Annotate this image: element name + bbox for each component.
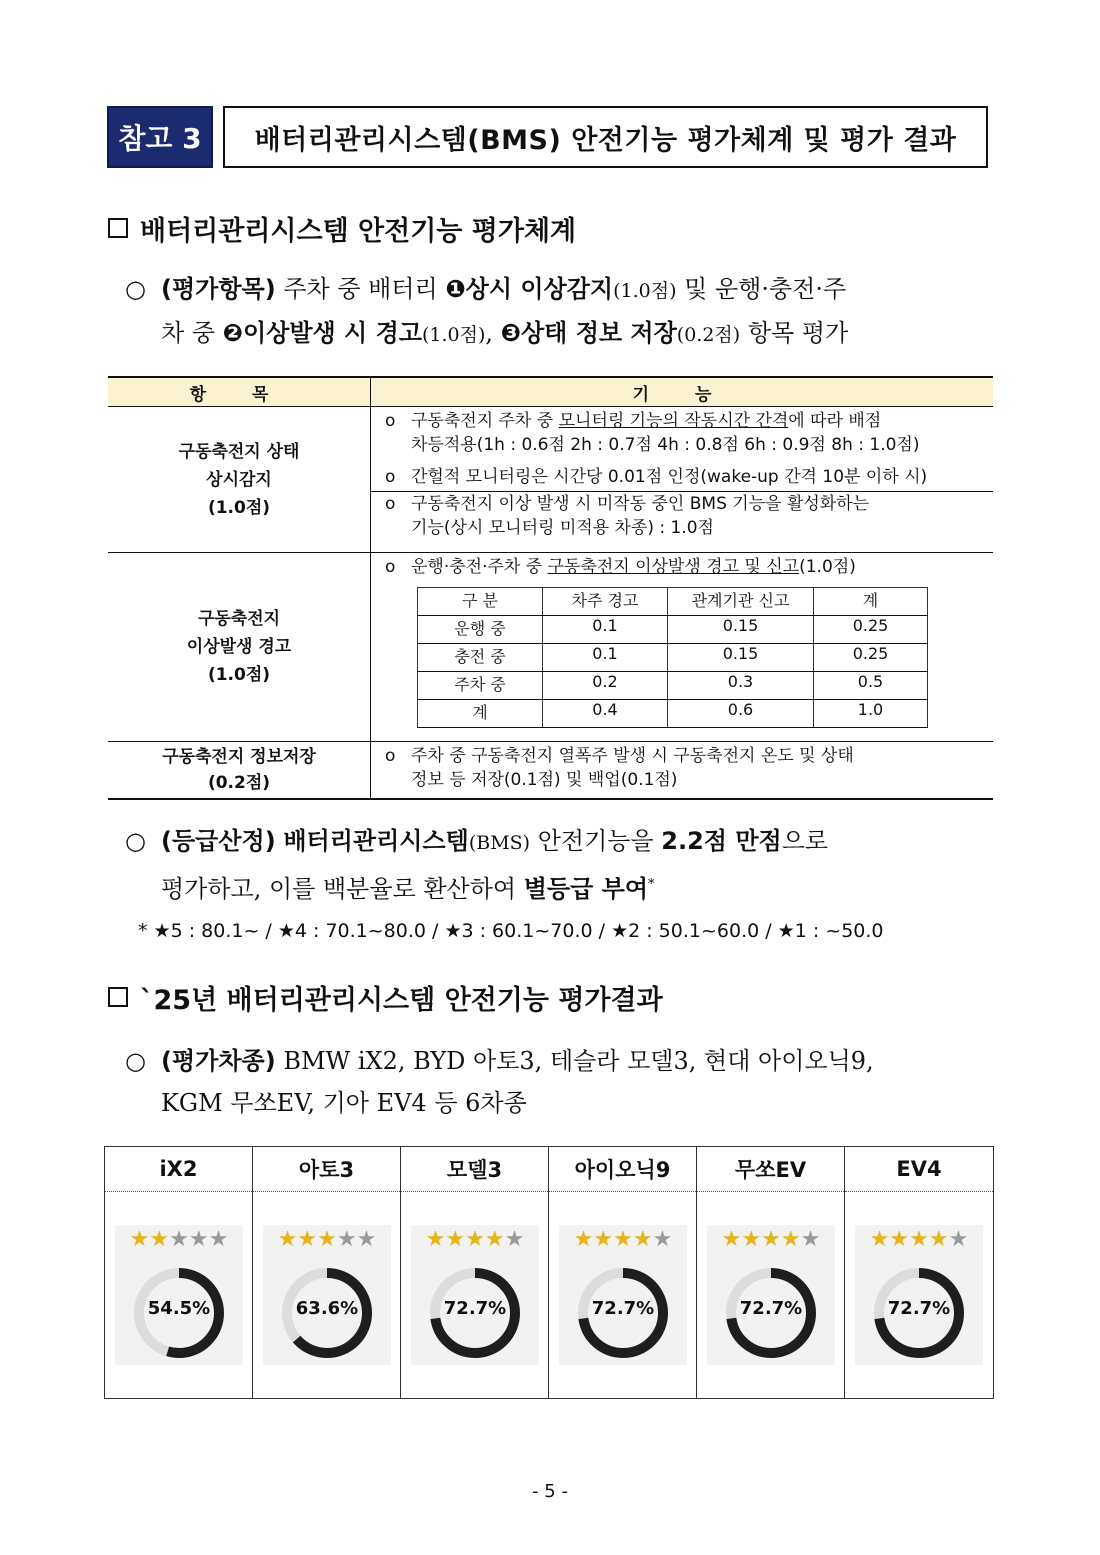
star-icon: ★: [741, 1227, 762, 1252]
keyword: 2.2점 만점: [661, 827, 782, 855]
sub-cell: 0.25: [814, 644, 928, 672]
underlined-text: 구동축전지 이상발생 경고 및 신고: [547, 557, 800, 577]
star-icon: ★: [188, 1227, 209, 1252]
sub-row: [418, 672, 928, 700]
star-icon: ★: [928, 1227, 949, 1252]
circle-bullet-icon: o: [385, 467, 396, 487]
sub-row: [418, 644, 928, 672]
function-item: [371, 491, 993, 540]
paragraph-line: [125, 1040, 1005, 1082]
vehicle-column: [105, 1147, 253, 1398]
paragraph-line: [125, 268, 1005, 312]
vehicle-name: 무쏘EV: [697, 1147, 844, 1192]
star-rating: [707, 1227, 835, 1252]
vehicle-name: iX2: [105, 1147, 252, 1192]
function-item: [371, 742, 993, 792]
function-item: [371, 465, 993, 491]
star-icon: ★: [721, 1227, 742, 1252]
sub-cell: 충전 중: [418, 644, 543, 672]
item-line: 이상발생 경고: [186, 637, 292, 657]
text: 주차 중 구동축전지 열폭주 발생 시 구동축전지 온도 및 상태: [411, 746, 854, 766]
evaluation-table: [108, 376, 993, 800]
score-breakdown-table: [417, 587, 928, 728]
vehicle-score-card: [855, 1225, 983, 1365]
vehicle-name: EV4: [845, 1147, 993, 1192]
document-title: 배터리관리시스템(BMS) 안전기능 평가체계 및 평가 결과: [223, 106, 988, 168]
item-line: 구동축전지: [197, 609, 281, 629]
section-heading-1: [108, 208, 576, 248]
star-icon: ★: [149, 1227, 170, 1252]
star-icon: ★: [573, 1227, 594, 1252]
star-rating: [855, 1227, 983, 1252]
paragraph-line: [125, 312, 1005, 356]
star-icon: ★: [208, 1227, 229, 1252]
circle-bullet-icon: o: [385, 746, 396, 766]
section-heading-2: [108, 977, 663, 1017]
item-line: (1.0점): [207, 665, 271, 685]
star-icon: ★: [336, 1227, 357, 1252]
keyword: 이상발생 시 경고: [242, 319, 422, 347]
item-cell: [108, 742, 371, 800]
percent-label: 72.7%: [591, 1298, 655, 1319]
number-marker: ❷: [222, 319, 243, 347]
star-icon: ★: [425, 1227, 446, 1252]
percent-label: 54.5%: [147, 1298, 211, 1319]
star-icon: ★: [465, 1227, 485, 1252]
star-icon: ★: [504, 1227, 525, 1252]
circle-bullet-icon: o: [385, 494, 396, 514]
keyword: 상시 이상감지: [465, 275, 614, 303]
star-icon: ★: [948, 1227, 969, 1252]
star-rating: [411, 1227, 539, 1252]
percent-label: 63.6%: [295, 1298, 359, 1319]
paragraph-line: [125, 1082, 1005, 1124]
number-marker: ❶: [445, 275, 466, 303]
function-cell: [371, 553, 994, 742]
text: 항목 평가: [740, 319, 849, 347]
table-row: [108, 553, 993, 742]
function-item: [371, 553, 993, 579]
star-icon: ★: [869, 1227, 890, 1252]
vehicle-column: [697, 1147, 845, 1398]
item-line: 구동축전지 상태: [178, 441, 300, 462]
keyword: 상태 정보 저장: [520, 319, 677, 347]
text: (BMS): [468, 832, 531, 854]
table-row: [108, 407, 993, 553]
star-icon: ★: [317, 1227, 337, 1252]
star-rating: [115, 1227, 243, 1252]
text: 기능(상시 모니터링 미적용 차종) : 1.0점: [411, 518, 714, 538]
sub-cell: 0.1: [543, 644, 668, 672]
function-item: [371, 407, 993, 465]
sub-row: [418, 700, 928, 728]
text: BMW iX2, BYD 아토3, 테슬라 모델3, 현대 아이오닉9,: [275, 1047, 874, 1075]
label: (평가항목): [161, 275, 276, 303]
score: (0.2점): [676, 324, 741, 346]
star-icon: ★: [652, 1227, 673, 1252]
text: 구동축전지 주차 중: [411, 411, 559, 431]
sub-cell: 0.6: [668, 700, 814, 728]
label: (평가차종): [161, 1047, 276, 1075]
star-icon: ★: [613, 1227, 633, 1252]
text: 정보 등 저장(0.1점) 및 백업(0.1점): [411, 770, 678, 790]
reference-tag: 참고 3: [107, 106, 213, 168]
vehicle-column: [549, 1147, 697, 1398]
col-header-function: 기 능: [371, 377, 994, 407]
vehicle-column: [253, 1147, 401, 1398]
sub-cell: 운행 중: [418, 616, 543, 644]
number-marker: ❸: [500, 319, 521, 347]
keyword: 별등급 부여: [523, 875, 649, 903]
paragraph-grading: [125, 820, 1005, 910]
star-icon: ★: [761, 1227, 781, 1252]
item-line: 상시감지: [206, 469, 272, 490]
sub-cell: 0.25: [814, 616, 928, 644]
sub-cell: 0.15: [668, 644, 814, 672]
sub-header-cell: 차주 경고: [543, 588, 668, 616]
vehicle-column: [845, 1147, 993, 1398]
paragraph-vehicles: [125, 1040, 1005, 1124]
vehicle-column: [401, 1147, 549, 1398]
vehicle-results-table: [104, 1146, 994, 1399]
sub-cell: 계: [418, 700, 543, 728]
footnote-marker: *: [648, 877, 655, 892]
keyword: 배터리관리시스템: [283, 827, 469, 855]
text: 운행·충전·주차 중: [411, 557, 548, 577]
text: 차등적용(1h : 0.6점 2h : 0.7점 4h : 0.8점 6h : 0.9점 8h : 1.0점): [411, 435, 920, 455]
sub-cell: 0.5: [814, 672, 928, 700]
star-icon: ★: [484, 1227, 505, 1252]
text: 간헐적 모니터링은 시간당 0.01점 인정(wake-up 간격 10분 이하 시): [411, 467, 928, 487]
vehicle-score-card: [707, 1225, 835, 1365]
paragraph-line: [125, 864, 1005, 910]
table-row: [108, 742, 993, 800]
table-header-row: [108, 377, 993, 407]
text: 에 따라 배점: [788, 411, 882, 431]
text: 구동축전지 이상 발생 시 미작동 중인 BMS 기능을 활성화하는: [411, 494, 870, 514]
label: (등급산정): [161, 827, 276, 855]
sub-cell: 0.15: [668, 616, 814, 644]
star-grade-footnote: * ★5 : 80.1~ / ★4 : 70.1~80.0 / ★3 : 60.1~70.0 / ★2 : 50.1~60.0 / ★1 : ~50.0: [138, 920, 884, 942]
col-header-item: 항 목: [108, 377, 371, 407]
circle-bullet-icon: ○: [125, 275, 146, 303]
item-line: (0.2점): [207, 773, 271, 793]
text: 차 중: [161, 319, 223, 347]
star-rating: [559, 1227, 687, 1252]
text: 으로: [781, 827, 829, 855]
text: 및 운행·충전·주: [676, 275, 847, 303]
percent-label: 72.7%: [443, 1298, 507, 1319]
vehicle-score-card: [559, 1225, 687, 1365]
function-cell: [371, 407, 994, 553]
item-cell: [108, 553, 371, 742]
vehicle-score-card: [115, 1225, 243, 1365]
star-icon: ★: [277, 1227, 298, 1252]
paragraph-line: [125, 820, 1005, 864]
circle-bullet-icon: ○: [125, 827, 146, 855]
text: 주차 중 배터리: [275, 275, 446, 303]
sub-cell: 주차 중: [418, 672, 543, 700]
paragraph-eval-items: [125, 268, 1005, 356]
item-line: 구동축전지 정보저장: [162, 747, 316, 767]
score: (1.0점): [421, 324, 486, 346]
checkbox-square-icon: [108, 987, 128, 1007]
star-rating: [263, 1227, 391, 1252]
sub-cell: 1.0: [814, 700, 928, 728]
page-number: - 5 -: [532, 1481, 568, 1502]
star-icon: ★: [909, 1227, 929, 1252]
underlined-text: 모니터링 기능의 작동시간 간격: [558, 411, 789, 431]
star-icon: ★: [356, 1227, 377, 1252]
vehicle-score-card: [411, 1225, 539, 1365]
section-heading-text: 배터리관리시스템 안전기능 평가체계: [140, 215, 577, 247]
text: 안전기능을: [530, 827, 662, 855]
score: (1.0점): [613, 280, 677, 302]
vehicle-score-card: [263, 1225, 391, 1365]
percent-label: 72.7%: [739, 1298, 803, 1319]
vehicle-name: 모델3: [401, 1147, 548, 1192]
text: 평가하고, 이를 백분율로 환산하여: [161, 875, 524, 903]
star-icon: ★: [800, 1227, 821, 1252]
text: (1.0점): [799, 557, 856, 577]
star-icon: ★: [780, 1227, 801, 1252]
circle-bullet-icon: o: [385, 411, 396, 431]
sub-header-cell: 계: [814, 588, 928, 616]
checkbox-square-icon: [108, 218, 128, 238]
percent-label: 72.7%: [887, 1298, 951, 1319]
vehicle-name: 아토3: [253, 1147, 400, 1192]
sub-cell: 0.4: [543, 700, 668, 728]
circle-bullet-icon: ○: [125, 1047, 146, 1075]
sub-cell: 0.3: [668, 672, 814, 700]
sub-cell: 0.2: [543, 672, 668, 700]
star-icon: ★: [169, 1227, 189, 1252]
star-icon: ★: [632, 1227, 653, 1252]
star-icon: ★: [297, 1227, 318, 1252]
sub-cell: 0.1: [543, 616, 668, 644]
star-icon: ★: [129, 1227, 150, 1252]
sub-row: [418, 616, 928, 644]
item-line: (1.0점): [207, 497, 271, 518]
sub-header-cell: 구 분: [418, 588, 543, 616]
circle-bullet-icon: o: [385, 557, 396, 577]
text: ,: [485, 319, 501, 347]
star-icon: ★: [593, 1227, 614, 1252]
text: KGM 무쏘EV, 기아 EV4 등 6차종: [161, 1089, 527, 1117]
section-heading-text: `25년 배터리관리시스템 안전기능 평가결과: [140, 984, 663, 1016]
star-icon: ★: [889, 1227, 910, 1252]
function-cell: [371, 742, 994, 800]
star-icon: ★: [445, 1227, 466, 1252]
sub-header-cell: 관계기관 신고: [668, 588, 814, 616]
sub-header-row: [418, 588, 928, 616]
vehicle-name: 아이오닉9: [549, 1147, 696, 1192]
item-cell: [108, 407, 371, 553]
